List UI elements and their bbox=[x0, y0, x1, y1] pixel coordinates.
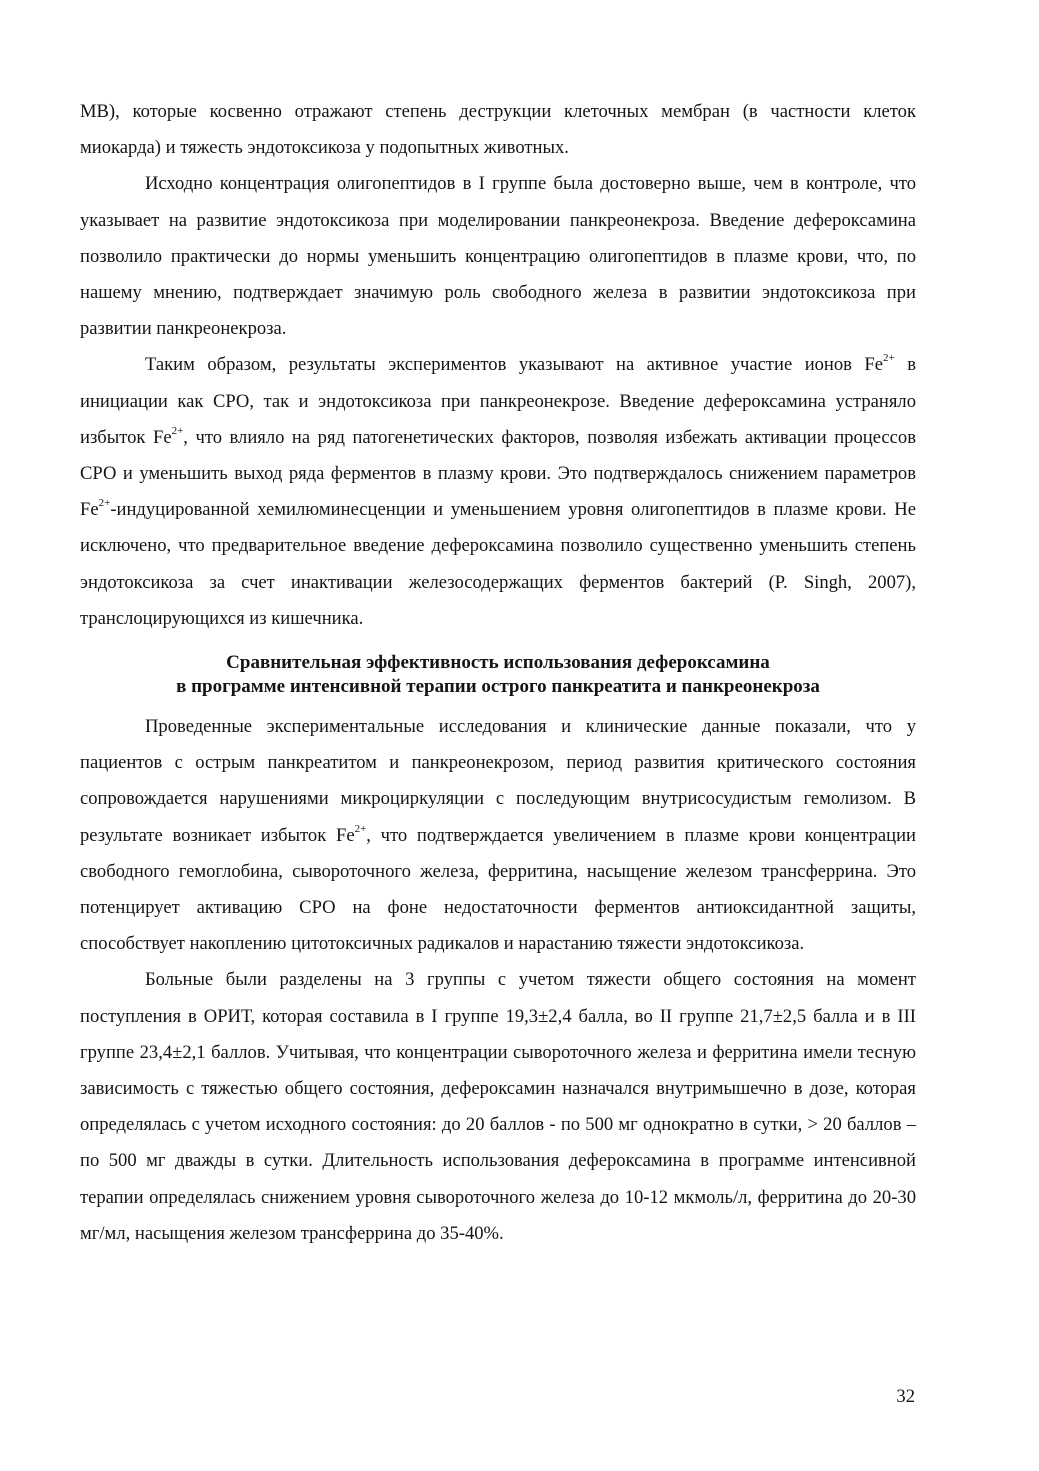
text-span: в инициации как СРО, так и эндотоксикоза при панкреонекрозе. Введение дефероксамина устраняло избыток Fe bbox=[80, 354, 916, 448]
paragraph-conclusion bbox=[80, 347, 916, 637]
section-heading-line-2: в программе интенсивной терапии острого панкреатита и панкреонекроза bbox=[176, 676, 820, 698]
page-content bbox=[80, 94, 916, 1252]
paragraph-patient-groups: Больные были разделены на 3 группы с учетом тяжести общего состояния на момент поступления в ОРИТ, которая составила в I группе 19,3±2,4 балла, во II группе 21,7±2,5 балла и в III группе 23,4±2,1 баллов. Учитывая, что концентрации сывороточного железа и ферритина имели тесную зависимость с тяжестью общего состояния, дефероксамин назначался внутримышечно в дозе, которая определялась с учетом исходного состояния: до 20 баллов - по 500 мг однократно в сутки, > 20 баллов – по 500 мг дважды в сутки. Длительность использования дефероксамина в программе интенсивной терапии определялась снижением уровня сывороточного железа до 10-12 мкмоль/л, ферритина до 20-30 мг/мл, насыщения железом трансферрина до 35-40%. bbox=[80, 969, 916, 1244]
superscript-charge: 2+ bbox=[883, 352, 895, 365]
text-span: , что влияло на ряд патогенетических факторов, позволяя избежать активации процессов СРО и уменьшить выход ряда ферментов в плазму крови. Это подтверждалось снижением параметров Fe bbox=[80, 426, 917, 521]
superscript-charge: 2+ bbox=[171, 424, 184, 437]
text-span: Проведенные экспериментальные исследования и клинические данные показали, что у пациентов с острым панкреатитом и панкреонекрозом, период развития критического состояния сопровождается нарушениями микроциркуляции с последующим внутрисосудистым гемолизом. В результате возникает избыток Fe bbox=[80, 716, 916, 846]
superscript-charge: 2+ bbox=[354, 822, 367, 835]
paragraph-continuation: МВ), которые косвенно отражают степень деструкции клеточных мембран (в частности клеток миокарда) и тяжесть эндотоксикоза у подопытных животных. bbox=[80, 101, 916, 159]
page-number: 32 bbox=[896, 1386, 915, 1407]
text-span: -индуцированной хемилюминесценции и уменьшением уровня олигопептидов в плазме крови. Не исключено, что предварительное введение дефероксамина позволило существенно уменьшить степень эндотоксикоза за счет инактивации железосодержащих ферментов бактерий (P. Singh, 2007), транслоцирующихся из кишечника. bbox=[80, 499, 916, 629]
paragraph-oligopeptides: Исходно концентрация олигопептидов в I группе была достоверно выше, чем в контроле, что указывает на развитие эндотоксикоза при моделировании панкреонекроза. Введение дефероксамина позволило практически до нормы уменьшить концентрацию олигопептидов в плазме крови, что, по нашему мнению, подтверждает значимую роль свободного железа в развитии эндотоксикоза при развитии панкреонекроза. bbox=[80, 173, 916, 340]
text-span: Таким образом, результаты экспериментов указывают на активное участие ионов Fe bbox=[145, 354, 884, 376]
paragraph-clinical-data bbox=[80, 709, 916, 962]
text-span: , что подтверждается увеличением в плазме крови концентрации свободного гемоглобина, сывороточного железа, ферритина, насыщение железом трансферрина. Это потенцирует активацию СРО на фоне недостаточности ферментов антиоксидантной защиты, способствует накоплению цитотоксичных радикалов и нарастанию тяжести эндотоксикоза. bbox=[80, 824, 916, 955]
section-heading bbox=[80, 651, 916, 699]
section-heading-line-1: Сравнительная эффективность использования дефероксамина bbox=[226, 652, 770, 674]
superscript-charge: 2+ bbox=[98, 497, 111, 510]
